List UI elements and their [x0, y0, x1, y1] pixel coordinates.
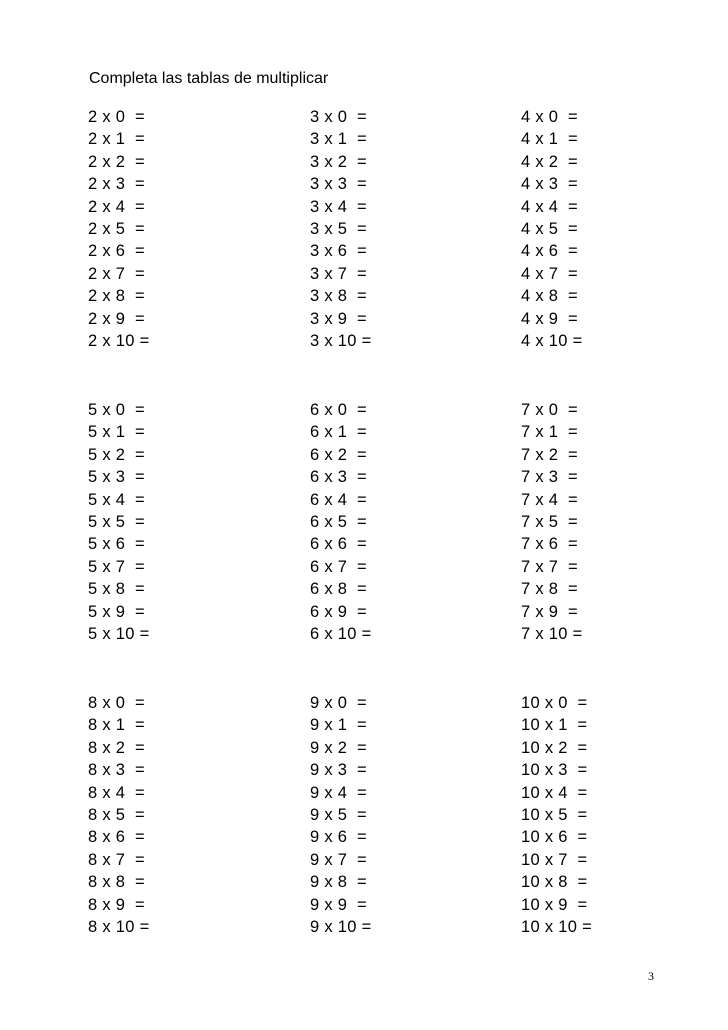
equation-line: 5 x 10 =: [88, 624, 150, 643]
equation-line: 5 x 2 =: [88, 445, 145, 464]
equation-line: 5 x 7 =: [88, 557, 145, 576]
table-column: [521, 692, 592, 938]
equation-line: 5 x 8 =: [88, 580, 145, 599]
equation-line: 10 x 0 =: [521, 694, 588, 712]
equation-line: 9 x 6 =: [310, 828, 367, 847]
equation-line: 3 x 8 =: [310, 287, 367, 306]
table-column: [521, 106, 583, 352]
equation-line: 3 x 1 =: [310, 130, 367, 149]
equation-line: 8 x 3 =: [88, 761, 145, 780]
equation-line: 3 x 9 =: [310, 309, 367, 328]
equation-line: 7 x 2 =: [521, 445, 578, 464]
equation-line: 7 x 1 =: [521, 423, 578, 442]
equation-line: 10 x 8 =: [521, 873, 588, 892]
equation-line: 8 x 4 =: [88, 783, 145, 802]
equation-line: 3 x 7 =: [310, 264, 367, 283]
table-column: [310, 106, 372, 352]
equation-line: 7 x 5 =: [521, 512, 578, 531]
table-column: [310, 399, 372, 645]
equation-line: 7 x 9 =: [521, 602, 578, 621]
equation-line: 6 x 6 =: [310, 535, 367, 554]
equation-line: 6 x 1 =: [310, 423, 367, 442]
equation-line: 7 x 4 =: [521, 490, 578, 509]
equation-line: 2 x 5 =: [88, 219, 145, 238]
equation-line: 3 x 4 =: [310, 197, 367, 216]
equation-line: 6 x 3 =: [310, 468, 367, 487]
equation-line: 2 x 2 =: [88, 152, 145, 171]
equation-line: 3 x 3 =: [310, 175, 367, 194]
equation-line: 10 x 7 =: [521, 850, 588, 869]
equation-line: 4 x 8 =: [521, 287, 578, 306]
equation-line: 4 x 2 =: [521, 152, 578, 171]
equation-line: 5 x 1 =: [88, 423, 145, 442]
equation-line: 6 x 0 =: [310, 401, 367, 419]
equation-line: 3 x 6 =: [310, 242, 367, 261]
equation-line: 6 x 2 =: [310, 445, 367, 464]
equation-line: 10 x 1 =: [521, 716, 588, 735]
equation-line: 2 x 4 =: [88, 197, 145, 216]
table-column: [88, 692, 150, 938]
equation-line: 3 x 5 =: [310, 219, 367, 238]
equation-line: 6 x 8 =: [310, 580, 367, 599]
table-column: [88, 106, 150, 352]
equation-line: 2 x 10 =: [88, 331, 150, 350]
equation-line: 8 x 7 =: [88, 850, 145, 869]
equation-line: 4 x 7 =: [521, 264, 578, 283]
equation-line: 6 x 4 =: [310, 490, 367, 509]
equation-line: 2 x 1 =: [88, 130, 145, 149]
equation-line: 9 x 5 =: [310, 805, 367, 824]
equation-line: 7 x 8 =: [521, 580, 578, 599]
equation-line: 8 x 0 =: [88, 694, 145, 712]
equation-line: 2 x 0 =: [88, 108, 145, 126]
equation-line: 10 x 2 =: [521, 738, 588, 757]
equation-line: 8 x 1 =: [88, 716, 145, 735]
equation-line: 2 x 9 =: [88, 309, 145, 328]
equation-line: 7 x 0 =: [521, 401, 578, 419]
equation-line: 5 x 3 =: [88, 468, 145, 487]
equation-line: 10 x 6 =: [521, 828, 588, 847]
equation-line: 4 x 3 =: [521, 175, 578, 194]
equation-line: 4 x 0 =: [521, 108, 578, 126]
equation-line: 9 x 7 =: [310, 850, 367, 869]
equation-line: 7 x 6 =: [521, 535, 578, 554]
equation-line: 3 x 0 =: [310, 108, 367, 126]
equation-line: 7 x 10 =: [521, 624, 583, 643]
equation-line: 9 x 9 =: [310, 895, 367, 914]
equation-line: 9 x 10 =: [310, 917, 372, 936]
equation-line: 8 x 5 =: [88, 805, 145, 824]
equation-line: 7 x 7 =: [521, 557, 578, 576]
equation-line: 5 x 6 =: [88, 535, 145, 554]
equation-line: 2 x 8 =: [88, 287, 145, 306]
equation-line: 8 x 9 =: [88, 895, 145, 914]
equation-line: 10 x 4 =: [521, 783, 588, 802]
equation-line: 6 x 5 =: [310, 512, 367, 531]
equation-line: 10 x 5 =: [521, 805, 588, 824]
equation-line: 4 x 6 =: [521, 242, 578, 261]
equation-line: 5 x 0 =: [88, 401, 145, 419]
equation-line: 9 x 8 =: [310, 873, 367, 892]
table-column: [310, 692, 372, 938]
equation-line: 8 x 10 =: [88, 917, 150, 936]
equation-line: 3 x 2 =: [310, 152, 367, 171]
equation-line: 5 x 5 =: [88, 512, 145, 531]
equation-line: 7 x 3 =: [521, 468, 578, 487]
equation-line: 4 x 5 =: [521, 219, 578, 238]
equation-line: 6 x 10 =: [310, 624, 372, 643]
worksheet-title: Completa las tablas de multiplicar: [89, 70, 329, 87]
equation-line: 8 x 2 =: [88, 738, 145, 757]
equation-line: 3 x 10 =: [310, 331, 372, 350]
equation-line: 4 x 10 =: [521, 331, 583, 350]
equation-line: 5 x 4 =: [88, 490, 145, 509]
table-column: [88, 399, 150, 645]
equation-line: 2 x 3 =: [88, 175, 145, 194]
equation-line: 6 x 7 =: [310, 557, 367, 576]
equation-line: 2 x 7 =: [88, 264, 145, 283]
equation-line: 2 x 6 =: [88, 242, 145, 261]
equation-line: 4 x 4 =: [521, 197, 578, 216]
page-number: 3: [648, 969, 654, 983]
equation-line: 8 x 6 =: [88, 828, 145, 847]
equation-line: 9 x 4 =: [310, 783, 367, 802]
equation-line: 10 x 3 =: [521, 761, 588, 780]
equation-line: 5 x 9 =: [88, 602, 145, 621]
equation-line: 6 x 9 =: [310, 602, 367, 621]
equation-line: 8 x 8 =: [88, 873, 145, 892]
equation-line: 9 x 0 =: [310, 694, 367, 712]
equation-line: 9 x 2 =: [310, 738, 367, 757]
table-column: [521, 399, 583, 645]
equation-line: 4 x 9 =: [521, 309, 578, 328]
equation-line: 9 x 3 =: [310, 761, 367, 780]
equation-line: 10 x 10 =: [521, 917, 593, 936]
equation-line: 10 x 9 =: [521, 895, 588, 914]
equation-line: 9 x 1 =: [310, 716, 367, 735]
equation-line: 4 x 1 =: [521, 130, 578, 149]
